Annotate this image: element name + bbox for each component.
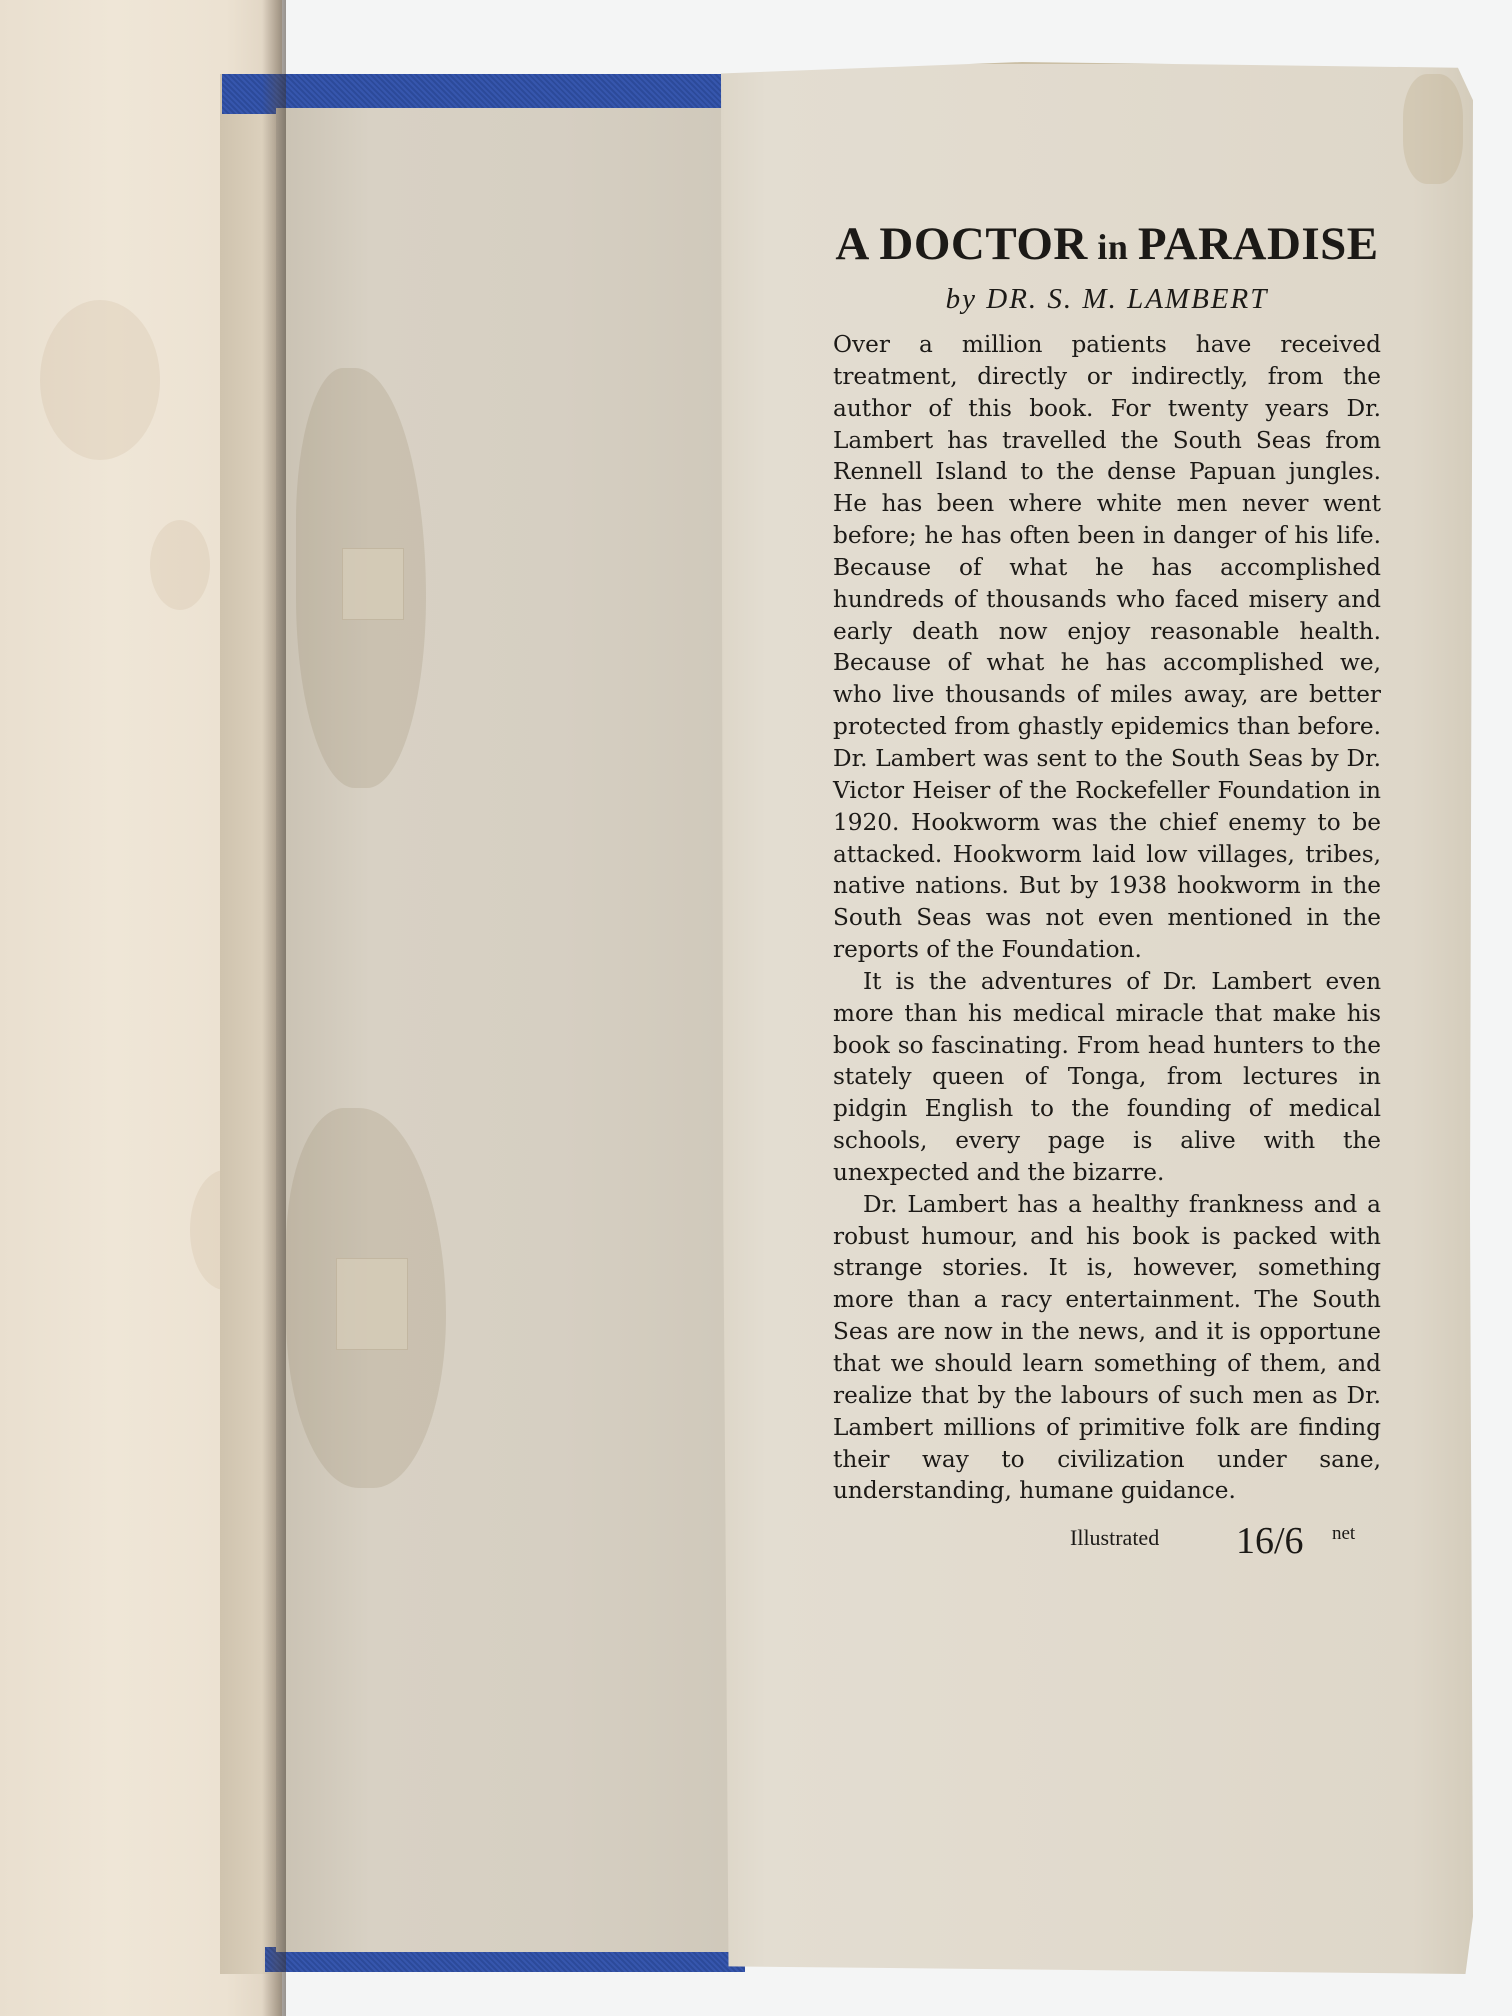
author-byline: by DR. S. M. LAMBERT	[945, 283, 1269, 315]
price-line	[833, 1519, 1381, 1569]
inside-cover-pastedown	[276, 108, 746, 1952]
title-part-b: PARADISE	[1137, 218, 1379, 270]
edge-wear	[1403, 74, 1463, 184]
flap-text	[833, 216, 1381, 1569]
blurb-paragraph-1: Over a million patients have received treatment, directly or indirectly, from the author of this book. For twenty years Dr. Lambert has travelled the South Seas from Rennell Island to the dense Papuan jungles. He has been where white men never went before; he has often been in danger of his life. Because of what he has accomplished hundreds of thousands who faced misery and early death now enjoy reasonable health. Because of what he has accomplished we, who live thousands of miles away, are better protected from ghastly epidemics than before. Dr. Lambert was sent to the South Seas by Dr. Victor Heiser of the Rockefeller Foundation in 1920. Hookworm was the chief enemy to be attacked. Hookworm laid low villages, tribes, native nations. But by 1938 hookworm in the South Seas was not even mentioned in the reports of the Foundation.	[833, 331, 1381, 964]
tape-residue	[342, 548, 404, 620]
blurb-paragraph-2: It is the adventures of Dr. Lambert even more than his medical miracle that make his book so fascinating. From head hunters to the stately queen of Tonga, from lectures in pidgin English to the founding of medical schools, every page is alive with the unexpected and the bizarre.	[833, 967, 1381, 1186]
tape-residue	[336, 1258, 408, 1350]
page-stain	[150, 520, 210, 610]
blurb-paragraph-3: Dr. Lambert has a healthy frankness and a robust humour, and his book is packed with strange stories. It is, however, something more than a racy entertainment. The South Seas are now in the news, and it is opportune that we should learn something of them, and realize that by the labours of such men as Dr. Lambert millions of primitive folk are finding their way to civilization under sane, understanding, humane guidance.	[833, 1190, 1381, 1505]
title-connector: in	[1087, 227, 1138, 267]
price-net: net	[1332, 1523, 1356, 1545]
page-stain	[40, 300, 160, 460]
gutter-shadow	[262, 0, 286, 2016]
price: 16/6	[1236, 1520, 1304, 1563]
book-title	[833, 216, 1381, 275]
illustrated-note: Illustrated	[1070, 1525, 1160, 1551]
title-part-a: A DOCTOR	[835, 218, 1088, 270]
